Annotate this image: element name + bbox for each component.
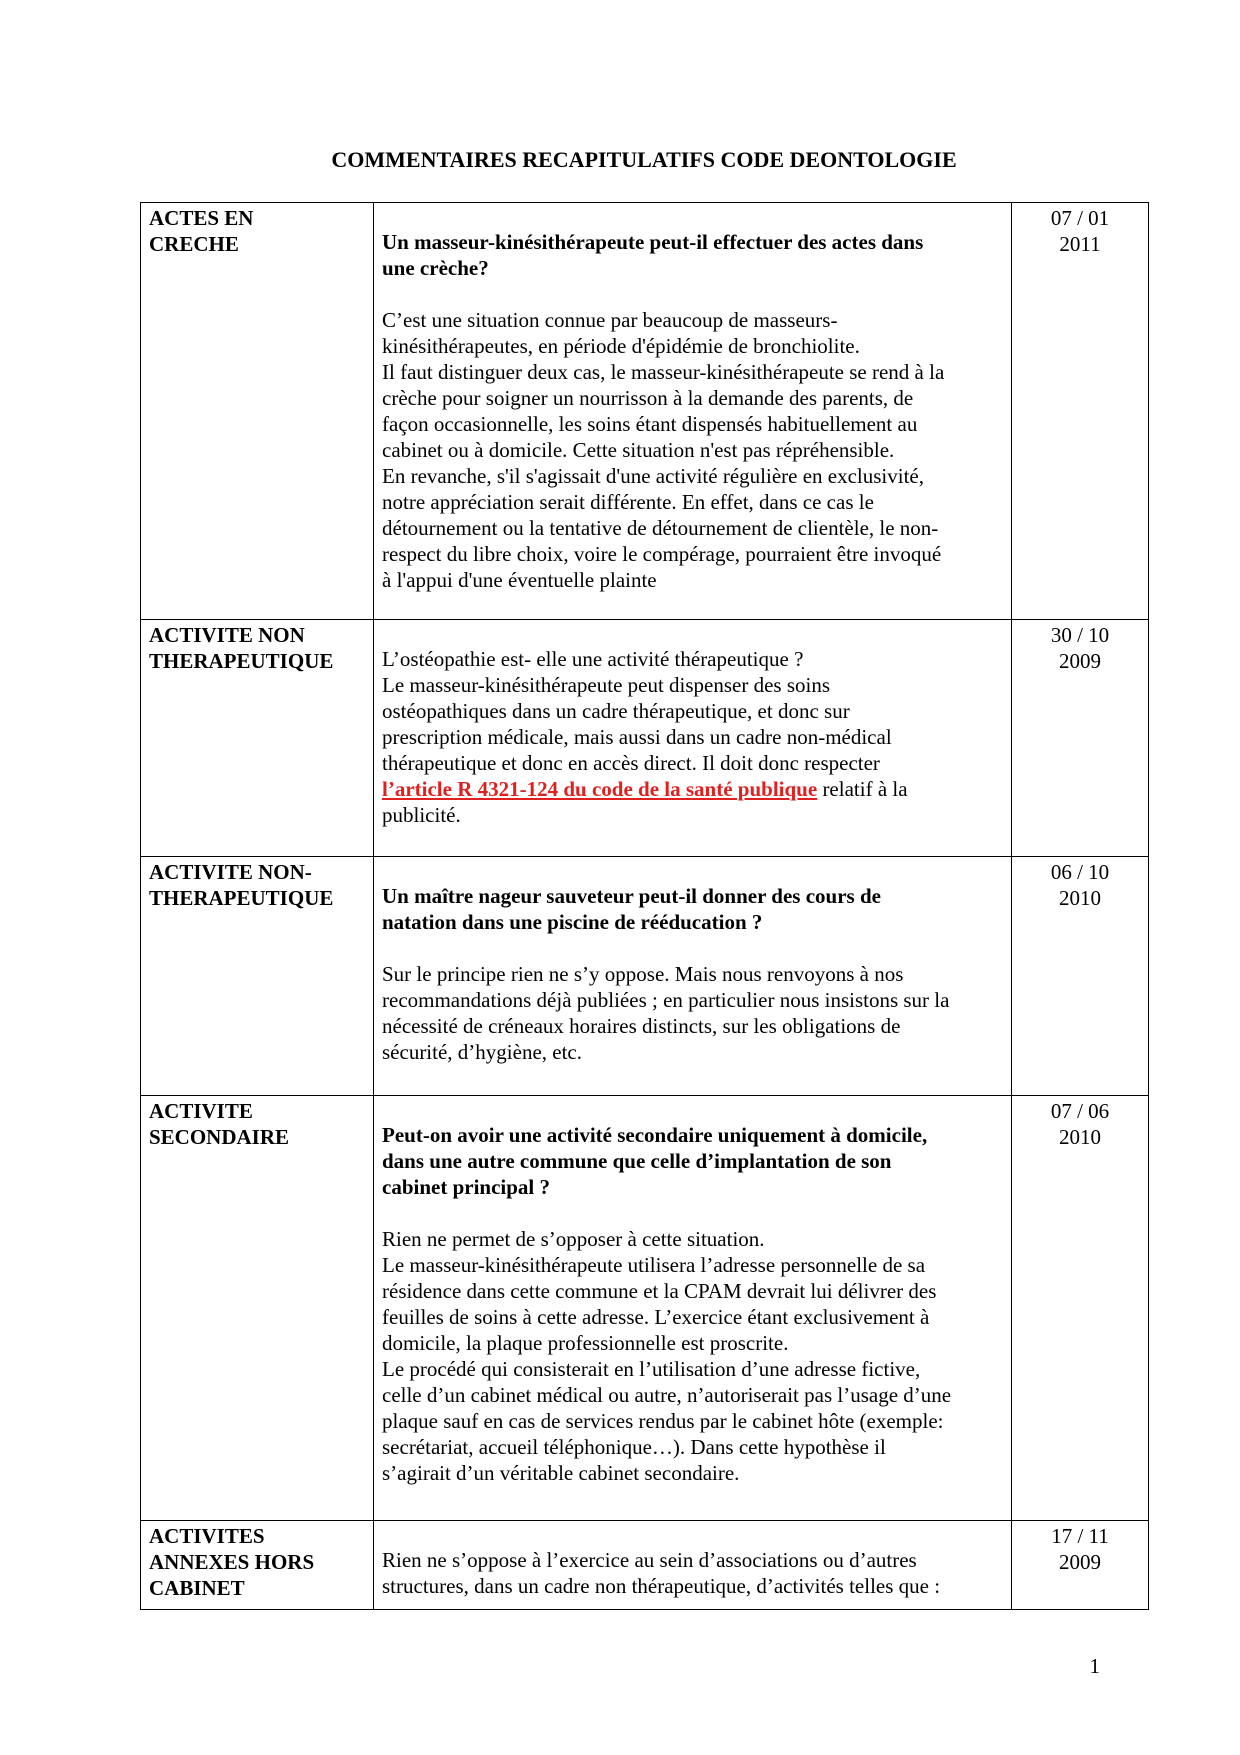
text-line: respect du libre choix, voire le compérage, pourraient être invoqué: [382, 542, 942, 566]
text-line: structures, dans un cadre non thérapeutique, d’activités telles que :: [382, 1574, 941, 1598]
question-line: Peut-on avoir une activité secondaire uniquement à domicile,: [382, 1123, 928, 1147]
article-link[interactable]: l’article R 4321-124 du code de la santé publique: [382, 777, 818, 801]
table-row: [141, 1521, 1149, 1610]
document-title: COMMENTAIRES RECAPITULATIFS CODE DEONTOLOGIE: [331, 147, 957, 172]
question-line: natation dans une piscine de rééducation ?: [382, 910, 763, 934]
text-line: publicité.: [382, 803, 461, 827]
question-line: cabinet principal ?: [382, 1175, 551, 1199]
text-line: Le procédé qui consisterait en l’utilisation d’une adresse fictive,: [382, 1357, 921, 1381]
text-line: sécurité, d’hygiène, etc.: [382, 1040, 582, 1064]
text-line: Le masseur-kinésithérapeute utilisera l’adresse personnelle de sa: [382, 1253, 926, 1277]
text-line: à l'appui d'une éventuelle plainte: [382, 568, 657, 592]
date-cell: 30 / 10 2009: [1012, 620, 1149, 857]
text-line: Rien ne s’oppose à l’exercice au sein d’associations ou d’autres: [382, 1548, 917, 1572]
text-line: Il faut distinguer deux cas, le masseur-kinésithérapeute se rend à la: [382, 360, 945, 384]
text-line: thérapeutique et donc en accès direct. Il doit donc respecter: [382, 751, 880, 775]
category-cell: ACTIVITES ANNEXES HORS CABINET: [141, 1521, 374, 1610]
text-line: L’ostéopathie est- elle une activité thérapeutique ?: [382, 647, 804, 671]
page-number: 1: [1089, 1654, 1100, 1678]
text-line: feuilles de soins à cette adresse. L’exercice étant exclusivement à: [382, 1305, 930, 1329]
category-cell: ACTES EN CRECHE: [141, 203, 374, 620]
text-line: cabinet ou à domicile. Cette situation n'est pas répréhensible.: [382, 438, 895, 462]
comment-cell: [374, 620, 1012, 857]
text-line: secrétariat, accueil téléphonique…). Dans cette hypothèse il: [382, 1435, 886, 1459]
text-line: résidence dans cette commune et la CPAM devrait lui délivrer des: [382, 1279, 937, 1303]
table-row: [141, 1096, 1149, 1521]
text-line: l’article R 4321-124 du code de la santé publique relatif à la: [382, 777, 908, 801]
date-cell: 17 / 11 2009: [1012, 1521, 1149, 1610]
table-row: [141, 203, 1149, 620]
table-row: [141, 857, 1149, 1096]
comment-cell: [374, 1096, 1012, 1521]
text-line: crèche pour soigner un nourrisson à la demande des parents, de: [382, 386, 914, 410]
question-line: dans une autre commune que celle d’implantation de son: [382, 1149, 892, 1173]
comment-cell: [374, 203, 1012, 620]
table-row: [141, 620, 1149, 857]
text-line: kinésithérapeutes, en période d'épidémie de bronchiolite.: [382, 334, 860, 358]
text-line: notre appréciation serait différente. En effet, dans ce cas le: [382, 490, 874, 514]
date-cell: 06 / 10 2010: [1012, 857, 1149, 1096]
question-line: une crèche?: [382, 256, 489, 280]
text-line: En revanche, s'il s'agissait d'une activité régulière en exclusivité,: [382, 464, 924, 488]
question-line: Un maître nageur sauveteur peut-il donner des cours de: [382, 884, 881, 908]
deontology-table: [140, 202, 1149, 1610]
date-cell: 07 / 06 2010: [1012, 1096, 1149, 1521]
category-cell: ACTIVITE NON- THERAPEUTIQUE: [141, 857, 374, 1096]
question-line: Un masseur-kinésithérapeute peut-il effectuer des actes dans: [382, 230, 924, 254]
text-line: C’est une situation connue par beaucoup de masseurs-: [382, 308, 838, 332]
text-line: nécessité de créneaux horaires distincts, sur les obligations de: [382, 1014, 901, 1038]
text-line: s’agirait d’un véritable cabinet secondaire.: [382, 1461, 740, 1485]
text-line: celle d’un cabinet médical ou autre, n’autoriserait pas l’usage d’une: [382, 1383, 952, 1407]
text-line: Sur le principe rien ne s’y oppose. Mais nous renvoyons à nos: [382, 962, 904, 986]
text-line: façon occasionnelle, les soins étant dispensés habituellement au: [382, 412, 918, 436]
text-line: plaque sauf en cas de services rendus par le cabinet hôte (exemple:: [382, 1409, 944, 1433]
text-line: prescription médicale, mais aussi dans un cadre non-médical: [382, 725, 892, 749]
text-line: domicile, la plaque professionnelle est proscrite.: [382, 1331, 789, 1355]
category-cell: ACTIVITE SECONDAIRE: [141, 1096, 374, 1521]
comment-cell: [374, 857, 1012, 1096]
comment-cell: [374, 1521, 1012, 1610]
text-line: Rien ne permet de s’opposer à cette situation.: [382, 1227, 765, 1251]
category-cell: ACTIVITE NON THERAPEUTIQUE: [141, 620, 374, 857]
text-line: Le masseur-kinésithérapeute peut dispenser des soins: [382, 673, 831, 697]
text-line: ostéopathiques dans un cadre thérapeutique, et donc sur: [382, 699, 850, 723]
text-line: détournement ou la tentative de détournement de clientèle, le non-: [382, 516, 939, 540]
text-line: recommandations déjà publiées ; en particulier nous insistons sur la: [382, 988, 950, 1012]
date-cell: 07 / 01 2011: [1012, 203, 1149, 620]
